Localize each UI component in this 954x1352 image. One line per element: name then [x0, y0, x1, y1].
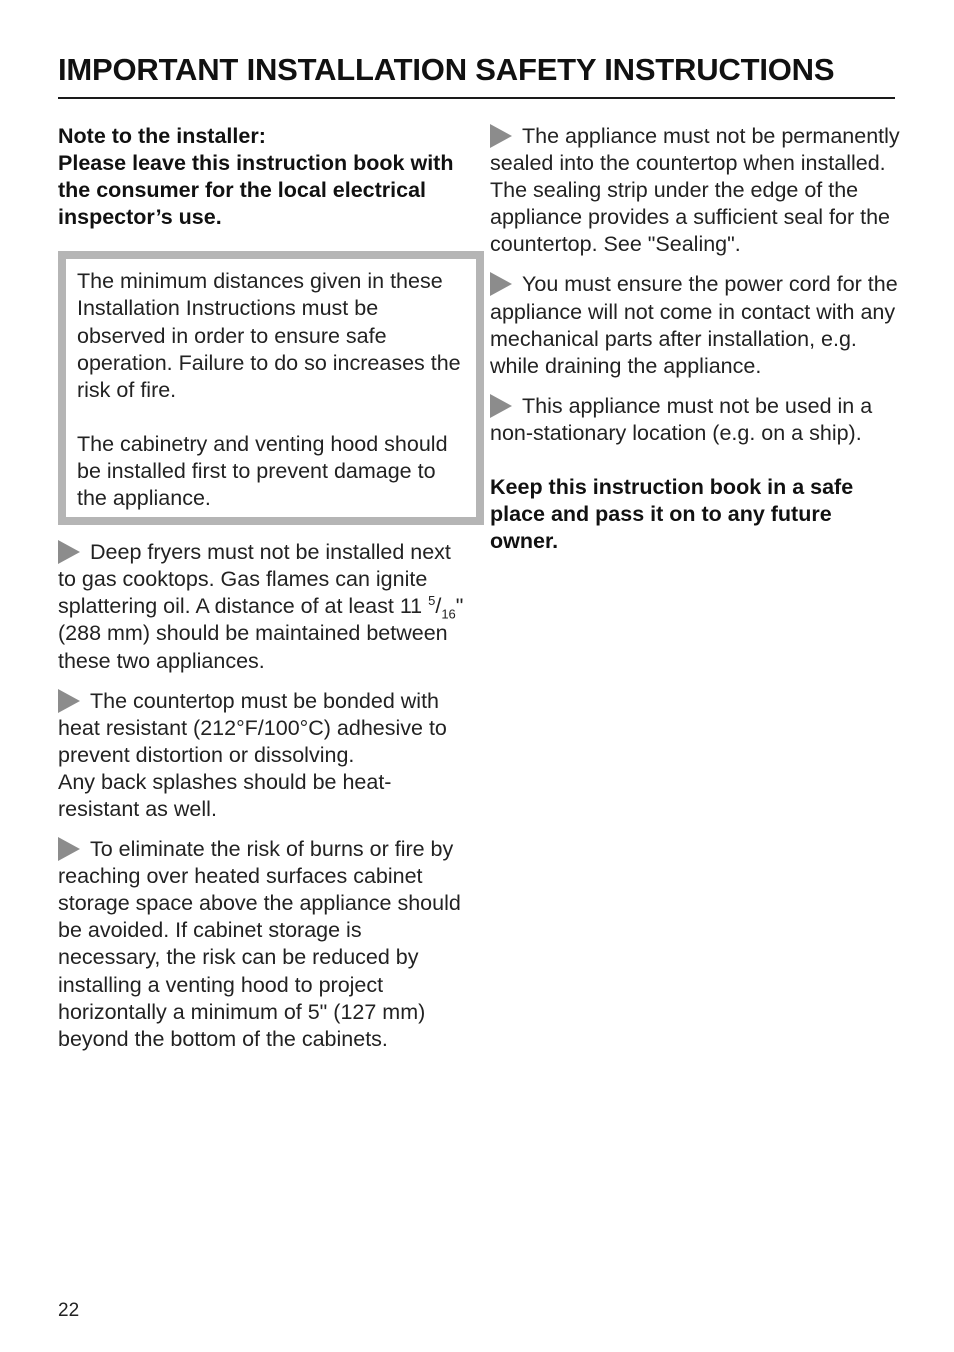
triangle-right-icon	[58, 837, 80, 861]
right-column	[490, 123, 900, 555]
triangle-right-icon	[58, 689, 80, 713]
warning-box	[58, 251, 484, 525]
warning-paragraph-distances: The minimum distances given in these Installation Instructions must be observed in order to ensure safe operation. Failure to do so increases the risk of fire.	[77, 269, 461, 402]
deep-fryers-text-end: " (288 mm) should be maintained between these two appliances.	[58, 594, 464, 673]
instruction-deep-fryers	[58, 539, 468, 674]
back-splash-text: Any back splashes should be heat-resistant as well.	[58, 769, 392, 821]
page-title: IMPORTANT INSTALLATION SAFETY INSTRUCTIONS	[58, 52, 835, 87]
triangle-right-icon	[58, 540, 80, 564]
fraction-numerator: 5	[428, 593, 436, 609]
title-rule	[58, 97, 895, 99]
sealing-text: The appliance must not be permanently sealed into the countertop when installed. The sealing strip under the edge of the appliance provides a sufficient seal for the countertop. See "Sealing".	[490, 124, 900, 257]
installer-note-body: Please leave this instruction book with the consumer for the local electrical inspector’s use.	[58, 151, 454, 230]
stationary-text: This appliance must not be used in a non-stationary location (e.g. on a ship).	[490, 393, 873, 445]
instruction-countertop	[58, 688, 468, 823]
cabinet-storage-text: To eliminate the risk of burns or fire by reaching over heated surfaces cabinet storage space above the appliance should be avoided. If cabinet storage is necessary, the risk can be reduced by installing a venting hood to project horizontally a minimum of 5" (127 mm) beyond the bottom of the cabinets.	[58, 837, 461, 1051]
fraction-denominator: 16	[441, 606, 456, 622]
left-column	[58, 123, 468, 1053]
instruction-power-cord	[490, 271, 900, 379]
triangle-right-icon	[490, 272, 512, 296]
power-cord-text: You must ensure the power cord for the appliance will not come in contact with any mechanical parts after installation, e.g. while draining the appliance.	[490, 272, 898, 378]
keep-book-note: Keep this instruction book in a safe place and pass it on to any future owner.	[490, 475, 854, 554]
triangle-right-icon	[490, 124, 512, 148]
fraction-slash: /	[435, 594, 442, 619]
page-number: 22	[58, 1300, 80, 1321]
warning-paragraph-cabinetry: The cabinetry and venting hood should be installed first to prevent damage to the appliance.	[77, 431, 448, 511]
deep-fryers-text: Deep fryers must not be installed next to gas cooktops. Gas flames can ignite splattering oil. A distance of at least 11	[58, 540, 451, 619]
instruction-stationary	[490, 393, 900, 447]
triangle-right-icon	[490, 394, 512, 418]
instruction-sealing	[490, 123, 900, 258]
instruction-cabinet-storage	[58, 836, 468, 1053]
installer-note-heading: Note to the installer:	[58, 124, 266, 148]
countertop-text: The countertop must be bonded with heat resistant (212°F/100°C) adhesive to prevent distortion or dissolving.	[58, 688, 447, 767]
